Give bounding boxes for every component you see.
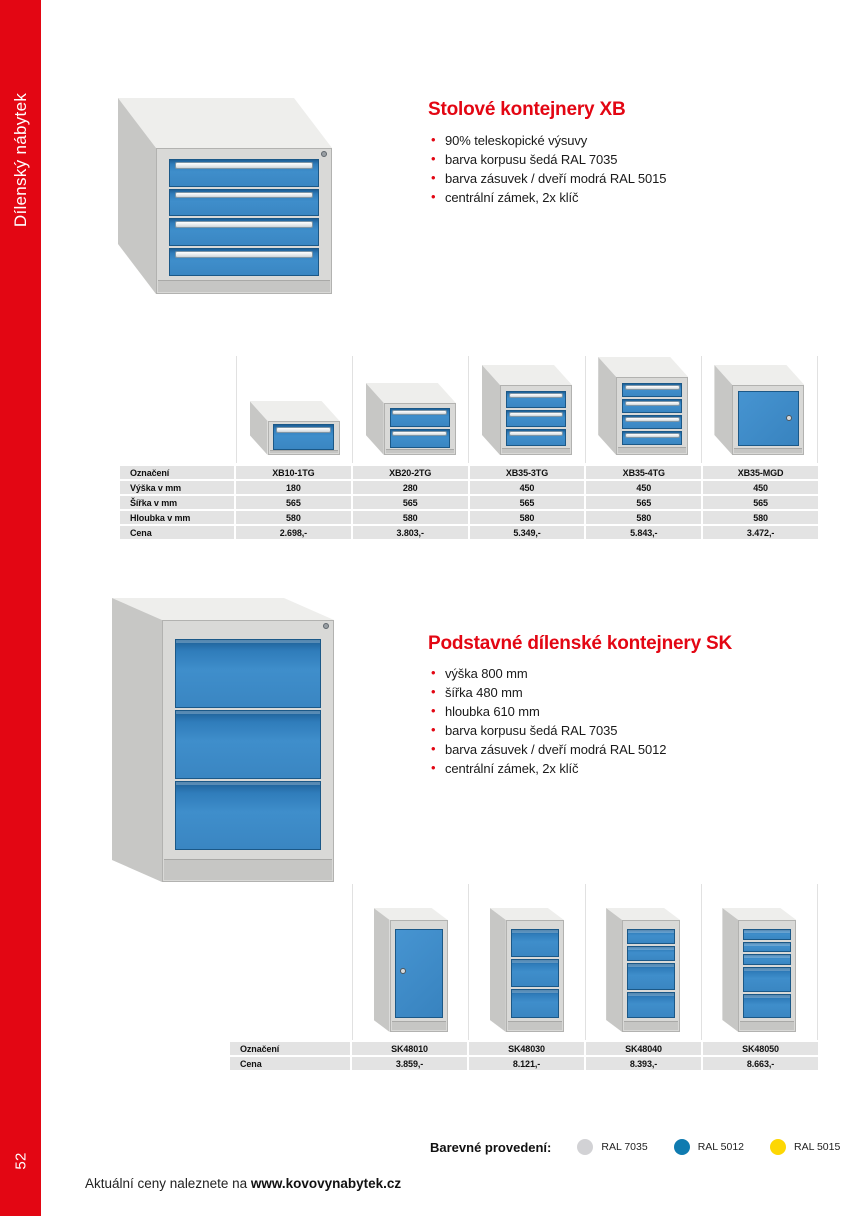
- drawer: [627, 963, 675, 989]
- drawer-handle: [175, 221, 314, 228]
- cabinet-illustration: [490, 908, 564, 1032]
- drawer: [622, 431, 682, 445]
- feature-item: • barva korpusu šedá RAL 7035: [430, 724, 666, 737]
- cabinet-illustration: [374, 908, 448, 1032]
- feature-item: • barva korpusu šedá RAL 7035: [430, 153, 666, 166]
- feature-list-xb: [430, 134, 666, 210]
- page-number: 52: [12, 1152, 30, 1170]
- feature-item: • 90% teleskopické výsuvy: [430, 134, 666, 147]
- product-image-cell: [585, 356, 701, 463]
- drawer-handle: [175, 162, 314, 169]
- spec-value: XB10-1TG: [236, 466, 351, 479]
- spec-value: 3.472,-: [703, 526, 818, 539]
- drawer: [169, 189, 319, 217]
- product-image-cell: [236, 356, 352, 463]
- cabinet-base: [158, 280, 330, 292]
- drawer-handle: [276, 427, 331, 433]
- spec-value: 580: [703, 511, 818, 524]
- cabinet-front-face: [390, 920, 448, 1032]
- drawer: [175, 639, 321, 708]
- spec-value: 5.843,-: [586, 526, 701, 539]
- spec-row-label: Cena: [230, 1057, 350, 1070]
- lock-icon: [321, 151, 327, 157]
- drawer: [175, 710, 321, 779]
- cabinet-drawer-area: [175, 639, 321, 850]
- feature-item: • hloubka 610 mm: [430, 705, 666, 718]
- cabinet-drawer-area: [738, 391, 798, 446]
- cabinet-base: [270, 450, 338, 453]
- drawer: [743, 954, 791, 965]
- cabinet-drawer-area: [622, 383, 682, 445]
- cabinet-front-face: [268, 421, 340, 455]
- cabinet-drawer-area: [506, 391, 566, 446]
- spec-value: 580: [353, 511, 468, 524]
- cabinet-drawer-area: [169, 159, 319, 276]
- drawer-handle: [392, 410, 447, 415]
- spec-value: 180: [236, 481, 351, 494]
- product-image-cell: [352, 884, 468, 1040]
- drawer: [390, 429, 450, 448]
- cabinet-front-face: [500, 385, 572, 455]
- cabinet-illustration: [714, 365, 804, 455]
- cabinet-front-face: [732, 385, 804, 455]
- drawer: [506, 410, 566, 427]
- spec-row-label: Cena: [120, 526, 234, 539]
- footer-note: [85, 1176, 401, 1191]
- cabinet-front-face: [156, 148, 332, 294]
- drawer-handle: [392, 431, 447, 436]
- drawer-handle: [509, 393, 564, 398]
- product-image-cell: [701, 884, 818, 1040]
- spec-value: 580: [586, 511, 701, 524]
- spec-value: 450: [470, 481, 585, 494]
- cabinet-illustration: [598, 357, 688, 455]
- spec-value: XB35-4TG: [586, 466, 701, 479]
- cabinet-base: [618, 447, 686, 453]
- spec-value: 280: [353, 481, 468, 494]
- spec-row-label: Označení: [120, 466, 234, 479]
- cabinet-door: [395, 929, 443, 1018]
- product-hero-image-sk: [112, 598, 334, 882]
- cabinet-front-face: [162, 620, 334, 882]
- cabinet-illustration: [366, 383, 456, 455]
- drawer: [622, 399, 682, 413]
- drawer: [627, 992, 675, 1018]
- drawer: [506, 391, 566, 408]
- color-swatch-ral-5012: [674, 1139, 690, 1155]
- drawer-handle: [625, 417, 680, 422]
- drawer: [511, 959, 559, 987]
- product-image-cell: [585, 884, 701, 1040]
- drawer: [743, 929, 791, 940]
- spec-value: 2.698,-: [236, 526, 351, 539]
- section-title-sk: Podstavné dílenské kontejnery SK: [428, 633, 733, 654]
- drawer-handle: [625, 401, 680, 406]
- drawer: [175, 781, 321, 850]
- color-legend-label: Barevné provedení:: [430, 1139, 552, 1155]
- drawer: [743, 967, 791, 991]
- color-swatch-label: RAL 5015: [794, 1141, 841, 1153]
- drawer: [511, 929, 559, 957]
- cabinet-base: [502, 448, 570, 453]
- spec-value: 450: [586, 481, 701, 494]
- spec-value: SK48050: [703, 1042, 818, 1055]
- drawer: [743, 994, 791, 1018]
- cabinet-front-face: [384, 403, 456, 455]
- cabinet-drawer-area: [743, 929, 791, 1018]
- sidebar-category-label: Dílenský nábytek: [11, 92, 30, 228]
- product-variants-row-sk: [352, 884, 818, 1040]
- spec-value: XB20-2TG: [353, 466, 468, 479]
- product-image-cell: [701, 356, 818, 463]
- spec-value: SK48040: [586, 1042, 701, 1055]
- drawer-handle: [175, 192, 314, 199]
- drawer: [622, 383, 682, 397]
- drawer: [169, 218, 319, 246]
- drawer-handle: [625, 433, 680, 438]
- drawer: [743, 942, 791, 953]
- cabinet-front-face: [506, 920, 564, 1032]
- drawer: [511, 989, 559, 1017]
- spec-value: XB35-MGD: [703, 466, 818, 479]
- feature-item: • barva zásuvek / dveří modrá RAL 5015: [430, 172, 666, 185]
- feature-item: • centrální zámek, 2x klíč: [430, 191, 666, 204]
- cabinet-front-face: [622, 920, 680, 1032]
- keyhole-icon: [786, 415, 792, 421]
- drawer: [506, 429, 566, 446]
- cabinet-base: [508, 1021, 562, 1030]
- cabinet-base: [392, 1021, 446, 1030]
- cabinet-base: [734, 448, 802, 453]
- spec-value: 580: [236, 511, 351, 524]
- cabinet-base: [386, 449, 454, 453]
- cabinet-base: [740, 1021, 794, 1030]
- sidebar: [0, 0, 41, 1216]
- product-image-cell: [352, 356, 468, 463]
- spec-value: 565: [703, 496, 818, 509]
- cabinet-illustration: [606, 908, 680, 1032]
- drawer-handle: [509, 431, 564, 436]
- color-swatch-label: RAL 7035: [601, 1141, 648, 1153]
- cabinet-illustration: [118, 98, 332, 294]
- drawer: [169, 159, 319, 187]
- spec-value: 565: [586, 496, 701, 509]
- spec-value: 8.393,-: [586, 1057, 701, 1070]
- drawer: [273, 424, 333, 450]
- color-swatch-ral-5015: [770, 1139, 786, 1155]
- cabinet-door: [738, 391, 798, 446]
- color-swatch-label: RAL 5012: [697, 1141, 744, 1153]
- cabinet-front-face: [738, 920, 796, 1032]
- spec-value: 565: [236, 496, 351, 509]
- drawer-handle: [175, 251, 314, 258]
- product-image-cell: [468, 356, 584, 463]
- feature-item: • šířka 480 mm: [430, 686, 666, 699]
- drawer-handle: [509, 412, 564, 417]
- cabinet-drawer-area: [511, 929, 559, 1018]
- spec-table-sk: [230, 1042, 818, 1070]
- spec-value: 8.121,-: [469, 1057, 584, 1070]
- cabinet-drawer-area: [627, 929, 675, 1018]
- lock-icon: [323, 623, 329, 629]
- spec-row-label: Výška v mm: [120, 481, 234, 494]
- spec-value: 3.803,-: [353, 526, 468, 539]
- feature-item: • centrální zámek, 2x klíč: [430, 762, 666, 775]
- feature-item: • výška 800 mm: [430, 667, 666, 680]
- cabinet-illustration: [112, 598, 334, 882]
- footer-text: Aktuální ceny naleznete na: [85, 1176, 251, 1191]
- cabinet-base: [164, 859, 332, 880]
- cabinet-front-face: [616, 377, 688, 455]
- color-swatch-ral-7035: [577, 1139, 593, 1155]
- spec-value: 8.663,-: [703, 1057, 818, 1070]
- spec-value: 580: [470, 511, 585, 524]
- website-link[interactable]: www.kovovynabytek.cz: [250, 1176, 402, 1191]
- feature-item: • barva zásuvek / dveří modrá RAL 5012: [430, 743, 666, 756]
- cabinet-illustration: [482, 365, 572, 455]
- spec-row-label: Šířka v mm: [120, 496, 234, 509]
- cabinet-drawer-area: [390, 408, 450, 449]
- spec-value: SK48010: [352, 1042, 467, 1055]
- spec-table-xb: [120, 466, 818, 539]
- product-variants-row-xb: [236, 356, 818, 463]
- spec-row-label: Hloubka v mm: [120, 511, 234, 524]
- cabinet-illustration: [722, 908, 796, 1032]
- product-image-cell: [468, 884, 584, 1040]
- cabinet-base: [624, 1021, 678, 1030]
- drawer: [390, 408, 450, 427]
- spec-value: 565: [470, 496, 585, 509]
- cabinet-illustration: [250, 401, 340, 455]
- spec-value: 5.349,-: [470, 526, 585, 539]
- cabinet-drawer-area: [395, 929, 443, 1018]
- cabinet-drawer-area: [273, 424, 333, 450]
- product-hero-image-xb: [118, 98, 332, 294]
- drawer-handle: [625, 385, 680, 390]
- color-legend: [430, 1138, 840, 1156]
- drawer: [627, 929, 675, 944]
- spec-value: 450: [703, 481, 818, 494]
- spec-value: SK48030: [469, 1042, 584, 1055]
- spec-value: 3.859,-: [352, 1057, 467, 1070]
- feature-list-sk: [430, 667, 666, 781]
- spec-row-label: Označení: [230, 1042, 350, 1055]
- spec-value: XB35-3TG: [470, 466, 585, 479]
- section-title-xb: Stolové kontejnery XB: [428, 99, 626, 120]
- drawer: [169, 248, 319, 276]
- drawer: [622, 415, 682, 429]
- spec-value: 565: [353, 496, 468, 509]
- drawer: [627, 946, 675, 961]
- keyhole-icon: [400, 968, 406, 974]
